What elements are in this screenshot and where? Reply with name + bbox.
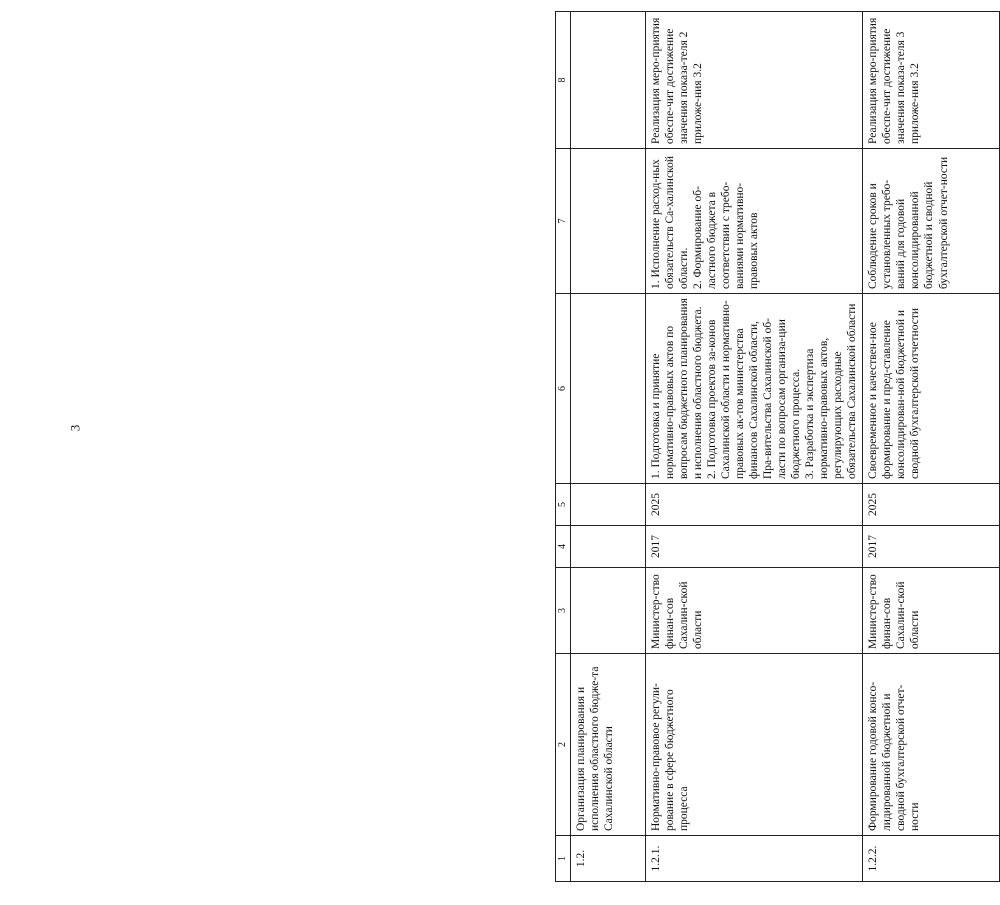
start-year: 2017: [863, 526, 1000, 568]
indicator-link-cell: Реализация меро-приятия обеспе-чит достижение значения показа-теля 3 приложе-ния 3.2: [863, 12, 1000, 149]
measure-name: Формирование годовой консо-лидированной бюджетной и сводной бухгалтерской отчет-ности: [863, 654, 1000, 836]
header-cell: 6: [556, 294, 571, 484]
program-measures-table: [555, 11, 1000, 882]
executor-cell: Министер-ство финан-сов Сахалин-ской области: [863, 568, 1000, 654]
header-cell: 1: [556, 836, 571, 882]
end-year: 2025: [646, 484, 863, 526]
header-cell: 7: [556, 149, 571, 294]
header-cell: 2: [556, 654, 571, 836]
end-year: [571, 484, 646, 526]
table-row: [863, 12, 1000, 882]
table-row: [571, 12, 646, 882]
header-cell: 3: [556, 568, 571, 654]
row-number: 1.2.1.: [646, 836, 863, 882]
header-cell: 8: [556, 12, 571, 149]
header-row: [556, 12, 571, 882]
indicator-link-cell: [571, 12, 646, 149]
page-number: 3: [67, 424, 83, 432]
measure-name: Организация планирования и исполнения областного бюдже-та Сахалинской области: [571, 654, 646, 836]
measure-name: Нормативно-правовое регули-рование в сфере бюджетного процесса: [646, 654, 863, 836]
executor-cell: [571, 568, 646, 654]
result-cell: 1. Исполнение расход-ных обязательств Са-халинской области. 2. Формирование об-ластного бюджета в соответствии с требо-ваниями нормативно-правовых актов: [646, 149, 863, 294]
content-cell: Своевременное и качествен-ное формирование и пред-ставление консолидирован-ной бюджетной и сводной бухгалтерской отчетности: [863, 294, 1000, 484]
content-cell: [571, 294, 646, 484]
header-cell: 5: [556, 484, 571, 526]
start-year: 2017: [646, 526, 863, 568]
table-row: [646, 12, 863, 882]
indicator-link-cell: Реализация меро-приятия обеспе-чит достижение значения показа-теля 2 приложе-ния 3.2: [646, 12, 863, 149]
result-cell: Соблюдение сроков и установленных требо-ваний для годовой консолидированной бюджетной и сводной бухгалтерской отчет-ности: [863, 149, 1000, 294]
rotated-table-container: [555, 12, 1000, 882]
executor-cell: Министер-ство финан-сов Сахалин-ской области: [646, 568, 863, 654]
content-cell: 1. Подготовка и принятие нормативно-правовых актов по вопросам бюджетного планирования и исполнения областного бюджета. 2. Подготовка проектов за-конов Сахалинской области и нормативно-правовых ак-тов министерства финансов Сахалинской области, Пра-вительства Сахалинской об-ласти по вопросам организа-ции бюджетного процесса. 3. Разработка и экспертиза нормативно-правовых актов, регулирующих расходные обязательства Сахалинской области: [646, 294, 863, 484]
result-cell: [571, 149, 646, 294]
end-year: 2025: [863, 484, 1000, 526]
start-year: [571, 526, 646, 568]
header-cell: 4: [556, 526, 571, 568]
row-number: 1.2.2.: [863, 836, 1000, 882]
row-number: 1.2.: [571, 836, 646, 882]
